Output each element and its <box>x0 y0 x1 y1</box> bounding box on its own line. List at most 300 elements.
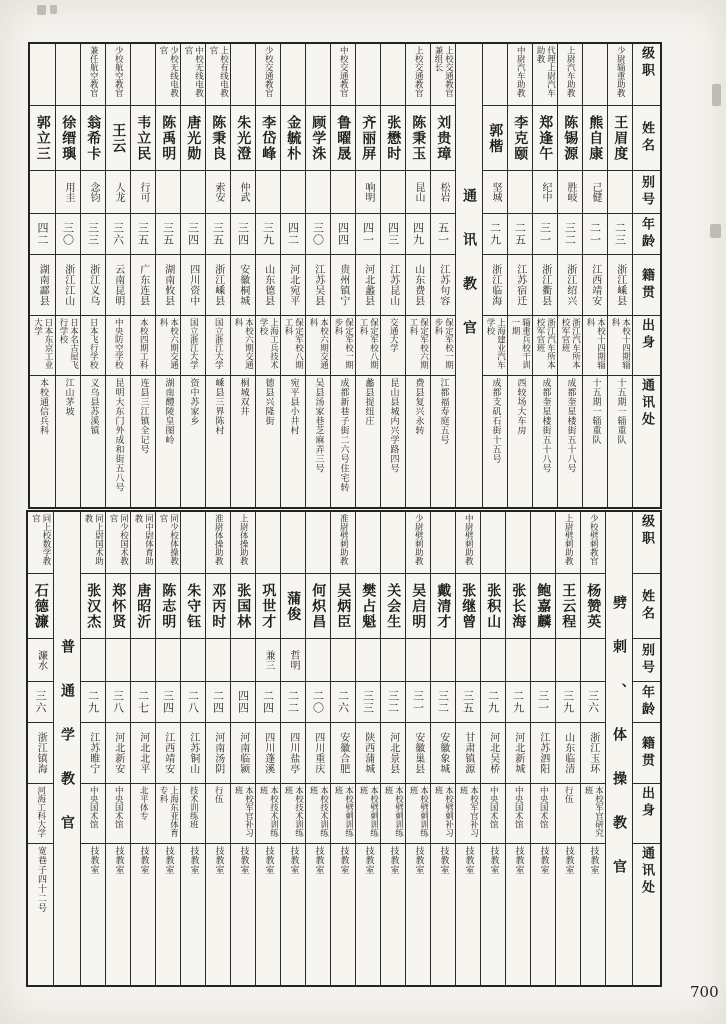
native-place-cell-text: 江苏昆山 <box>387 264 399 306</box>
alias-cell <box>256 171 280 214</box>
native-place-cell-text: 河北吴桥 <box>487 732 499 774</box>
age-cell <box>558 214 582 255</box>
name-cell <box>56 106 80 171</box>
rank-cell <box>231 512 255 574</box>
address-cell <box>556 844 580 985</box>
native-place-cell <box>608 255 632 316</box>
origin-cell-text: 中央国术馆 <box>538 786 549 829</box>
rank-cell-text: 中尉劈刺助教 <box>463 514 474 565</box>
origin-cell-text: 本校技术训练班 <box>308 786 329 837</box>
alias-cell-text: 己健 <box>590 182 601 202</box>
address-cell <box>331 844 355 985</box>
origin-cell <box>608 316 632 376</box>
alias-cell <box>381 639 405 682</box>
rank-cell <box>381 512 405 574</box>
native-place-cell-text: 浙江嵊县 <box>614 264 626 306</box>
row-header-name-text: 姓名 <box>639 121 654 155</box>
age-cell-text: 五一 <box>436 222 450 246</box>
age-cell <box>356 214 380 255</box>
name-cell-text: 金毓朴 <box>285 114 302 162</box>
row-header-column <box>632 512 660 985</box>
age-cell-text: 三五 <box>461 690 475 714</box>
age-cell-text: 三八 <box>111 690 125 714</box>
rank-cell <box>56 44 80 106</box>
person-column <box>530 512 555 985</box>
rank-cell-text: 上校有线电教官 <box>208 46 229 97</box>
person-column <box>380 512 405 985</box>
age-cell-text: 三九 <box>261 222 275 246</box>
address-cell <box>306 376 330 507</box>
rank-cell <box>81 512 105 574</box>
name-cell <box>28 574 53 639</box>
person-column <box>405 512 430 985</box>
address-cell <box>30 376 55 507</box>
address-cell <box>131 376 155 507</box>
native-place-cell-text: 安徽巢县 <box>412 732 424 774</box>
native-place-cell-text: 四川资中 <box>187 264 199 306</box>
person-column <box>305 44 330 507</box>
person-column <box>355 44 380 507</box>
person-column <box>355 512 380 985</box>
name-cell <box>483 106 507 171</box>
person-column <box>330 44 355 507</box>
origin-cell-text: 中央国术馆 <box>488 786 499 829</box>
section-divider-label: 劈刺、体操教官 <box>611 594 627 903</box>
origin-cell-text: 本校六期交通科 <box>308 318 329 369</box>
native-place-cell <box>406 255 430 316</box>
person-column <box>330 512 355 985</box>
origin-cell-text: 本校军官补习班 <box>458 786 479 837</box>
name-cell <box>431 574 455 639</box>
person-column <box>280 44 305 507</box>
person-column <box>205 512 230 985</box>
origin-cell <box>156 316 180 376</box>
alias-cell <box>106 171 130 214</box>
origin-cell-text: 交通大学 <box>388 318 399 352</box>
age-cell-text: 二五 <box>513 222 527 246</box>
name-cell <box>456 574 480 639</box>
name-cell <box>581 574 605 639</box>
age-cell-text: 三〇 <box>311 222 325 246</box>
rank-cell <box>356 44 380 106</box>
rank-cell <box>581 512 605 574</box>
rank-cell <box>181 512 205 574</box>
person-column <box>30 44 55 507</box>
name-cell-text: 刘贵璋 <box>435 114 452 162</box>
origin-cell-text: 行伍 <box>563 786 574 803</box>
name-cell <box>156 106 180 171</box>
native-place-cell-text: 浙江衢县 <box>539 264 551 306</box>
address-cell-text: 义乌县苏溪镇 <box>88 378 99 435</box>
rank-cell <box>281 44 305 106</box>
age-cell <box>106 214 130 255</box>
origin-cell-text: 本校十四期辎科 <box>585 318 606 369</box>
rank-cell-text: 中校无线电教官 <box>183 46 204 97</box>
name-cell-text: 张长海 <box>510 582 527 630</box>
native-place-cell <box>508 255 532 316</box>
native-place-cell-text: 河南临颍 <box>237 732 249 774</box>
name-cell-text: 张国林 <box>235 582 252 630</box>
age-cell <box>56 214 80 255</box>
native-place-cell-text: 河北北平 <box>137 732 149 774</box>
native-place-cell-text: 四川重庆 <box>312 732 324 774</box>
name-cell-text: 张懋时 <box>385 114 402 162</box>
age-cell-text: 三五 <box>211 222 225 246</box>
address-cell-text: 宽巷子四十二号 <box>36 846 46 913</box>
alias-cell <box>431 639 455 682</box>
address-cell <box>256 376 280 507</box>
person-column <box>557 44 582 507</box>
row-header-rank <box>633 512 660 574</box>
row-header-native-text: 籍贯 <box>639 736 654 770</box>
address-cell <box>206 376 230 507</box>
name-cell <box>533 106 557 171</box>
native-place-cell-text: 安徽象城 <box>437 732 449 774</box>
name-cell-text: 郭楷 <box>487 122 504 154</box>
native-place-cell-text: 浙江临海 <box>489 264 501 306</box>
age-cell-text: 三九 <box>561 690 575 714</box>
rank-cell <box>306 512 330 574</box>
native-place-cell <box>56 255 80 316</box>
row-header-name-text: 姓名 <box>639 589 654 623</box>
address-cell <box>356 376 380 507</box>
age-cell-text: 三四 <box>161 690 175 714</box>
address-cell <box>506 844 530 985</box>
origin-cell <box>456 784 480 844</box>
name-cell <box>181 106 205 171</box>
alias-cell <box>56 171 80 214</box>
address-cell <box>256 844 280 985</box>
row-header-origin <box>633 784 660 844</box>
origin-cell-text: 本校劈刺训练班 <box>408 786 429 837</box>
address-cell-text: 成都支矶石街十五号 <box>490 378 501 464</box>
name-cell <box>481 574 505 639</box>
origin-cell <box>406 316 430 376</box>
alias-cell <box>131 171 155 214</box>
rank-cell-text: 少校航空教官 <box>113 46 124 97</box>
origin-cell-text: 本校技术训练班 <box>258 786 279 837</box>
origin-cell-text: 本校军官补习班 <box>233 786 254 837</box>
native-place-cell-text: 安徽合肥 <box>337 732 349 774</box>
person-column <box>255 44 280 507</box>
age-cell <box>156 682 180 723</box>
person-column <box>430 512 455 985</box>
origin-cell <box>431 316 455 376</box>
name-cell <box>381 574 405 639</box>
rank-cell <box>206 512 230 574</box>
origin-cell <box>231 316 255 376</box>
rank-cell-text: 上尉汽车助教 <box>565 46 576 97</box>
origin-cell-text: 日本东京工业大学 <box>32 318 53 369</box>
native-place-cell <box>156 723 180 784</box>
origin-cell-text: 本校四期工科 <box>138 318 149 369</box>
native-place-cell-text: 陕西蒲城 <box>362 732 374 774</box>
native-place-cell-text: 江苏睢宁 <box>87 732 99 774</box>
person-column <box>480 512 505 985</box>
age-cell-text: 四四 <box>336 222 350 246</box>
age-cell <box>506 682 530 723</box>
rank-cell <box>406 512 430 574</box>
origin-cell-text: 本校劈刺训练班 <box>358 786 379 837</box>
age-cell <box>306 214 330 255</box>
address-cell-text: 江都福寿庭五号 <box>438 378 449 445</box>
person-column <box>405 44 430 507</box>
address-cell-text: 成都奎星楼街五十八号 <box>565 378 576 473</box>
origin-cell-text: 本校军官研究班 <box>583 786 604 837</box>
age-cell-text: 三五 <box>136 222 150 246</box>
address-cell-text: 技教室 <box>463 846 474 875</box>
address-cell-text: 桐城双井 <box>238 378 249 416</box>
alias-cell <box>558 171 582 214</box>
alias-cell <box>231 639 255 682</box>
row-header-address <box>633 844 660 985</box>
rank-cell-text: 同少校国术教官 <box>108 514 129 565</box>
section-divider-label: 通讯教官 <box>461 187 477 364</box>
name-cell-text: 唐昭沂 <box>135 582 152 630</box>
alias-cell <box>231 171 255 214</box>
native-place-cell-text: 广东连县 <box>137 264 149 306</box>
address-cell <box>181 376 205 507</box>
address-cell <box>431 376 455 507</box>
origin-cell <box>30 316 55 376</box>
native-place-cell-text: 四川盐亭 <box>287 732 299 774</box>
native-place-cell-text: 四川蓬溪 <box>262 732 274 774</box>
person-column <box>80 44 105 507</box>
alias-cell-text: 念钧 <box>88 182 99 202</box>
name-cell-text: 陈秉良 <box>210 114 227 162</box>
rank-cell <box>306 44 330 106</box>
alias-cell <box>306 639 330 682</box>
alias-cell <box>28 639 53 682</box>
address-cell <box>581 844 605 985</box>
address-cell <box>231 376 255 507</box>
origin-cell <box>256 784 280 844</box>
age-cell-text: 三一 <box>536 690 550 714</box>
address-cell <box>131 844 155 985</box>
native-place-cell-text: 江西靖安 <box>162 732 174 774</box>
row-header-alias-text: 别号 <box>639 643 654 677</box>
native-place-cell-text: 浙江江山 <box>62 264 74 306</box>
age-cell <box>533 214 557 255</box>
row-header-alias-text: 别号 <box>639 175 654 209</box>
alias-cell <box>281 639 305 682</box>
age-cell <box>28 682 53 723</box>
age-cell <box>356 682 380 723</box>
origin-cell <box>381 316 405 376</box>
name-cell-text: 张积山 <box>485 582 502 630</box>
name-cell-text: 张汉杰 <box>85 582 102 630</box>
origin-cell <box>306 316 330 376</box>
origin-cell <box>206 784 230 844</box>
origin-cell-text: 北平体专 <box>138 786 149 820</box>
age-cell-text: 二四 <box>211 690 225 714</box>
name-cell <box>558 106 582 171</box>
native-place-cell <box>483 255 507 316</box>
rank-cell <box>331 44 355 106</box>
rank-cell <box>156 44 180 106</box>
origin-cell <box>483 316 507 376</box>
age-cell <box>406 214 430 255</box>
age-cell-text: 三一 <box>538 222 552 246</box>
age-cell <box>206 214 230 255</box>
origin-cell-text: 国立浙江大学 <box>213 318 224 369</box>
name-cell <box>131 574 155 639</box>
alias-cell <box>206 639 230 682</box>
age-cell <box>481 682 505 723</box>
origin-cell <box>181 784 205 844</box>
origin-cell <box>356 316 380 376</box>
person-column <box>580 512 605 985</box>
alias-cell-text: 胜岐 <box>565 182 576 202</box>
person-column <box>105 44 130 507</box>
native-place-cell-text: 江苏吴县 <box>312 264 324 306</box>
alias-cell <box>483 171 507 214</box>
origin-cell <box>331 784 355 844</box>
age-cell-text: 三五 <box>161 222 175 246</box>
origin-cell-text: 保定军校一期步科 <box>433 318 454 369</box>
row-header-rank-text: 级职 <box>639 514 654 548</box>
address-cell-text: 成都新巷子街二六号住宅转 <box>338 378 349 492</box>
name-cell <box>256 574 280 639</box>
alias-cell <box>30 171 55 214</box>
rank-cell-text: 少校交通教官 <box>263 46 274 97</box>
name-cell-text: 顾学洙 <box>310 114 327 162</box>
origin-cell <box>81 316 105 376</box>
origin-cell-text: 上海建业汽车学校 <box>485 318 506 369</box>
address-cell-text: 成都奎星楼街五十八号 <box>540 378 551 473</box>
person-column <box>180 44 205 507</box>
alias-cell <box>406 171 430 214</box>
name-cell <box>583 106 607 171</box>
native-place-cell <box>131 255 155 316</box>
address-cell-text: 技教室 <box>538 846 549 875</box>
origin-cell-text: 上海东亚体育专科 <box>158 786 179 837</box>
origin-cell <box>506 784 530 844</box>
name-cell-text: 吴启明 <box>410 582 427 630</box>
person-column <box>582 44 607 507</box>
native-place-cell <box>281 255 305 316</box>
age-cell <box>406 682 430 723</box>
name-cell-text: 陈禹明 <box>160 114 177 162</box>
row-header-origin-text: 出身 <box>639 318 654 352</box>
origin-cell-text: 中央国术馆 <box>113 786 124 829</box>
rank-cell <box>256 512 280 574</box>
age-cell <box>531 682 555 723</box>
address-cell-text: 昆山县城内兴学路四号 <box>388 378 399 473</box>
native-place-cell <box>256 723 280 784</box>
row-header-address-text: 通讯处 <box>639 378 654 429</box>
rank-cell <box>331 512 355 574</box>
age-cell-text: 三四 <box>186 222 200 246</box>
origin-cell <box>531 784 555 844</box>
origin-cell-text: 保定军校六期工科 <box>408 318 429 369</box>
person-column <box>155 512 180 985</box>
age-cell <box>508 214 532 255</box>
name-cell-text: 郭立三 <box>34 114 51 162</box>
alias-cell <box>81 639 105 682</box>
address-cell-text: 蠡县提纽庄 <box>363 378 374 426</box>
native-place-cell <box>231 723 255 784</box>
origin-cell-text: 中央防空学校 <box>113 318 124 369</box>
rank-cell-text: 准尉劈刺助教 <box>338 514 349 565</box>
rank-cell <box>181 44 205 106</box>
native-place-cell-text: 浙江嵊县 <box>212 264 224 306</box>
origin-cell <box>533 316 557 376</box>
name-cell <box>331 106 355 171</box>
age-cell-text: 三四 <box>236 222 250 246</box>
address-cell-text: 技教室 <box>363 846 374 875</box>
person-column <box>305 512 330 985</box>
native-place-cell <box>256 255 280 316</box>
origin-cell-text: 保定军校八期工科 <box>358 318 379 369</box>
origin-cell <box>556 784 580 844</box>
native-place-cell <box>106 723 130 784</box>
address-cell-text: 技教室 <box>238 846 249 875</box>
native-place-cell <box>30 255 55 316</box>
name-cell <box>531 574 555 639</box>
rank-cell <box>508 44 532 106</box>
name-cell <box>231 574 255 639</box>
row-header-rank <box>633 44 660 106</box>
alias-cell <box>531 639 555 682</box>
native-place-cell-text: 河北宛平 <box>287 264 299 306</box>
age-cell <box>181 214 205 255</box>
native-place-cell <box>381 723 405 784</box>
address-cell-text: 资中苏家乡 <box>188 378 199 426</box>
native-place-cell <box>531 723 555 784</box>
person-column <box>205 44 230 507</box>
age-cell <box>456 682 480 723</box>
address-cell-text: 连县三江镇全记号 <box>138 378 149 454</box>
age-cell-text: 三二 <box>563 222 577 246</box>
native-place-cell-text: 江苏铜山 <box>187 732 199 774</box>
native-place-cell <box>431 255 455 316</box>
name-cell-text: 熊自康 <box>587 114 604 162</box>
age-cell <box>483 214 507 255</box>
age-cell <box>231 682 255 723</box>
rank-cell-text: 同少校体操教官 <box>158 514 179 565</box>
rank-cell-text: 同上校数学教官 <box>30 514 51 565</box>
address-cell <box>281 376 305 507</box>
address-cell <box>456 844 480 985</box>
name-cell <box>331 574 355 639</box>
address-cell <box>608 376 632 507</box>
name-cell <box>556 574 580 639</box>
address-cell-text: 技教室 <box>263 846 274 875</box>
rank-cell-text: 上尉体操助教 <box>238 514 249 565</box>
origin-cell-text: 技术训练班 <box>188 786 199 829</box>
name-cell-text: 徐缙璵 <box>60 114 77 162</box>
age-cell-text: 二二 <box>286 690 300 714</box>
rank-cell <box>431 512 455 574</box>
address-cell <box>406 844 430 985</box>
native-place-cell-text: 江苏句容 <box>437 264 449 306</box>
address-cell-text: 技教室 <box>88 846 99 875</box>
origin-cell <box>256 316 280 376</box>
alias-cell <box>206 171 230 214</box>
address-cell-text: 技教室 <box>388 846 399 875</box>
origin-cell <box>281 784 305 844</box>
native-place-cell <box>28 723 53 784</box>
address-cell-text: 西较场大车房 <box>515 378 526 435</box>
rank-cell <box>30 44 55 106</box>
address-cell-text: 技教室 <box>588 846 599 875</box>
alias-cell-text: 兼三 <box>263 650 274 670</box>
native-place-cell <box>431 723 455 784</box>
name-cell <box>306 106 330 171</box>
name-cell-text: 翁希卡 <box>85 114 102 162</box>
person-column <box>80 512 105 985</box>
